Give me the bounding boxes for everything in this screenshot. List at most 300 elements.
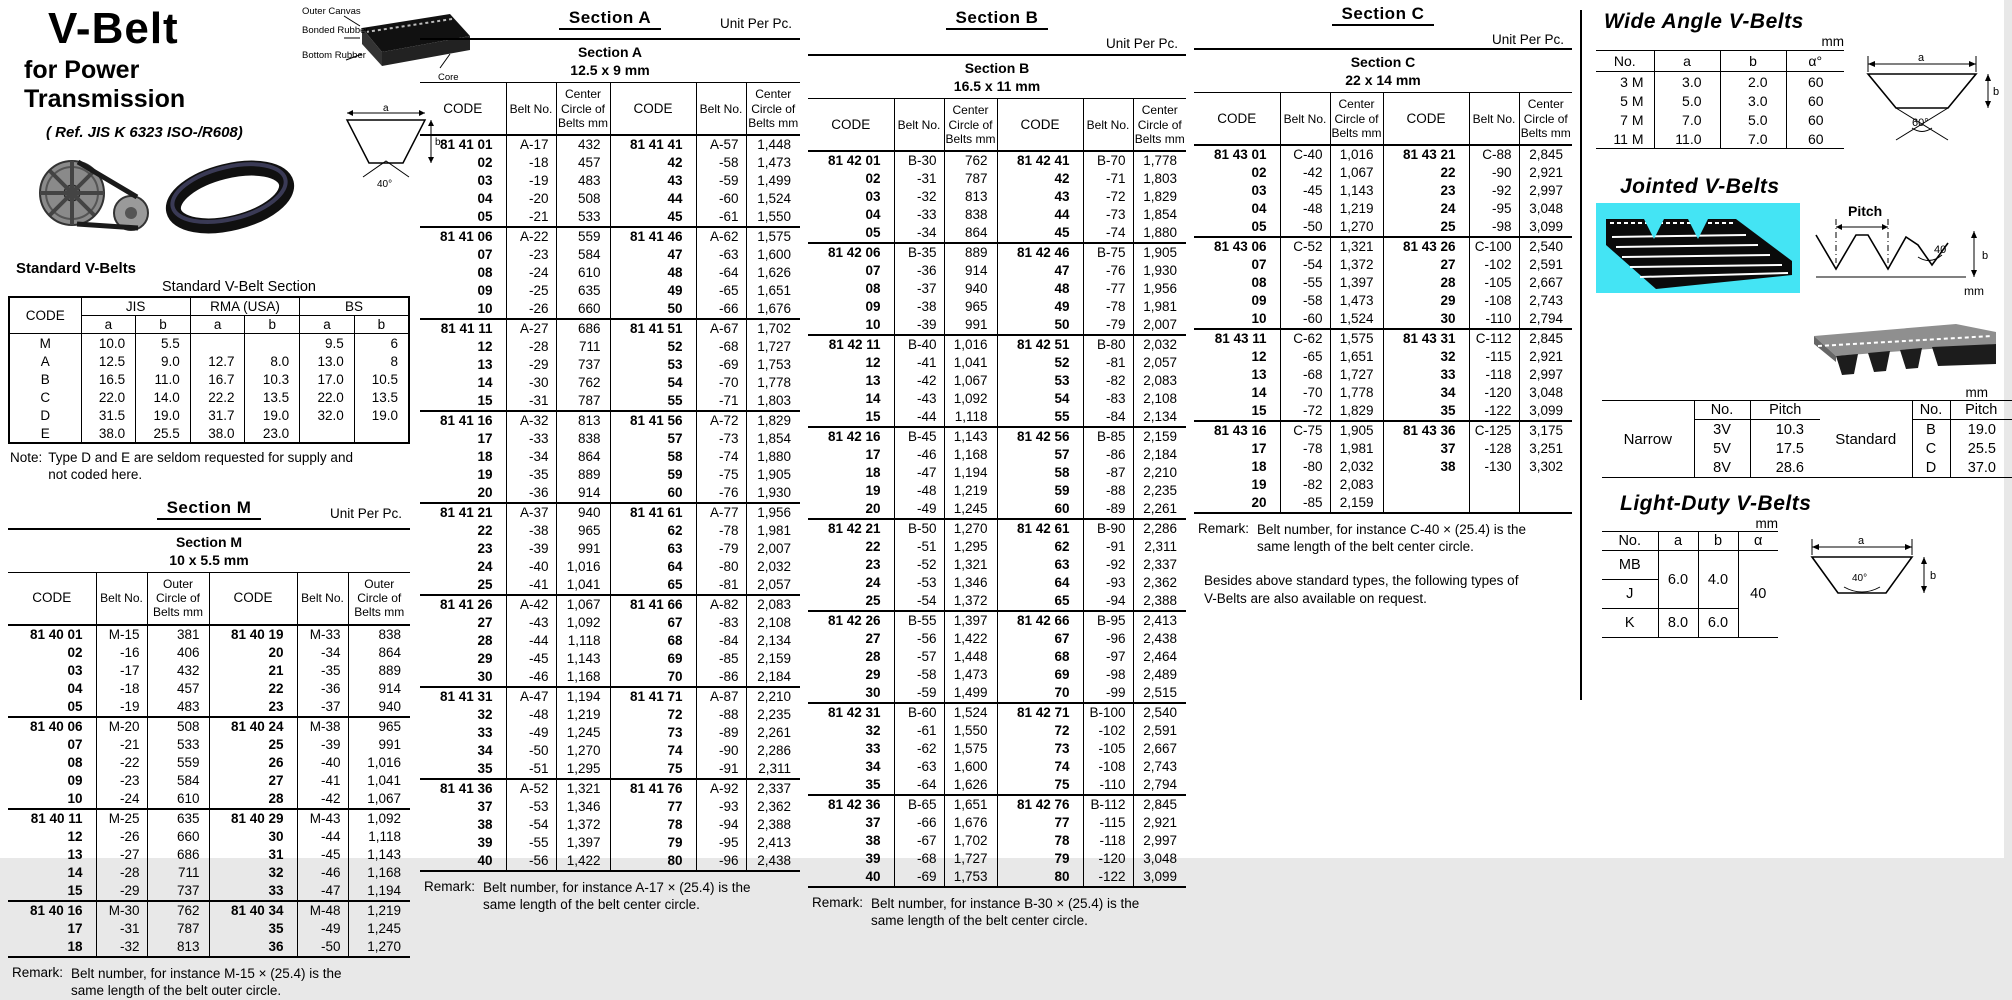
cell-code: 33 xyxy=(209,882,297,901)
cell-code: 63 xyxy=(997,556,1083,574)
cell-code: 02 xyxy=(420,154,506,172)
cell-belt-no: -86 xyxy=(696,668,746,687)
cell-circle: 2,210 xyxy=(757,688,791,704)
cell-code: C xyxy=(9,388,81,406)
cell-circle: 2,845 xyxy=(1143,796,1177,812)
cell-belt-no: A-37 xyxy=(506,503,556,522)
column-header: CODE xyxy=(610,83,696,134)
cell-value: 8.0 xyxy=(245,352,300,370)
cell-circle: 2,743 xyxy=(1529,292,1563,308)
cell-a: 5.0 xyxy=(1654,91,1720,110)
table-row xyxy=(1596,91,1844,110)
cell-belt-no: -68 xyxy=(894,850,944,868)
column-header: Belt No. xyxy=(297,573,348,624)
cell-belt-no: -59 xyxy=(894,684,944,703)
table-row xyxy=(420,338,800,356)
cell-circle: 1,067 xyxy=(944,372,997,390)
cell-circle: 711 xyxy=(556,338,610,356)
cell-circle: 1,219 xyxy=(556,706,610,724)
cell-code: 81 43 21 xyxy=(1383,145,1469,164)
cell-belt-no: -93 xyxy=(696,798,746,816)
cell-code: 34 xyxy=(1383,384,1469,402)
table-row xyxy=(420,392,800,411)
cell-circle: 2,032 xyxy=(1330,458,1383,476)
cell-circle: 1,397 xyxy=(1330,274,1383,292)
cell-code: 04 xyxy=(808,206,894,224)
table-row xyxy=(1194,348,1572,366)
cell-code: 37 xyxy=(808,814,894,832)
cell-code: 47 xyxy=(610,246,696,264)
cell-circle: 762 xyxy=(944,151,997,170)
cell-code: 30 xyxy=(209,828,297,846)
table-row xyxy=(8,846,410,864)
table-row xyxy=(8,882,410,901)
cell-code: E xyxy=(9,424,81,443)
cell-code: 17 xyxy=(8,920,96,938)
cell-belt-no: A-17 xyxy=(506,135,556,154)
cell-belt-no: -40 xyxy=(506,558,556,576)
cell-belt-no: -22 xyxy=(96,754,147,772)
table-row xyxy=(808,206,1186,224)
cell-code: 37 xyxy=(1383,440,1469,458)
cell-belt-no: B-45 xyxy=(894,427,944,446)
table-row xyxy=(8,920,410,938)
cell-belt-no: -17 xyxy=(96,662,147,680)
cell-value: 17.0 xyxy=(300,370,355,388)
cell-no: J xyxy=(1602,580,1658,609)
cell-circle: 711 xyxy=(147,864,209,882)
cell-code: 68 xyxy=(610,632,696,650)
cell-circle: 965 xyxy=(556,522,610,540)
cell-code: 81 41 26 xyxy=(420,595,506,614)
cell-circle: 1,194 xyxy=(367,882,401,898)
cell-belt-no: -28 xyxy=(96,864,147,882)
cell-belt-no: -54 xyxy=(506,816,556,834)
cell-code: 24 xyxy=(1383,200,1469,218)
cell-circle: 940 xyxy=(556,503,610,522)
cell-code: 62 xyxy=(997,538,1083,556)
cell-circle: 2,159 xyxy=(757,650,791,666)
table-row xyxy=(808,224,1186,243)
cell-belt-no: -44 xyxy=(894,408,944,427)
cell-belt-no: -58 xyxy=(696,154,746,172)
cell-circle: 686 xyxy=(556,319,610,338)
table-row xyxy=(808,722,1186,740)
cell-circle: 1,778 xyxy=(1330,384,1383,402)
column-header: Belt No. xyxy=(506,83,556,134)
cell-circle: 1,651 xyxy=(944,795,997,814)
cell-pitch: 28.6 xyxy=(1750,458,1820,478)
cell-circle: 2,286 xyxy=(757,742,791,758)
cell-code: 33 xyxy=(808,740,894,758)
cell-belt-no: -45 xyxy=(297,846,348,864)
cell-value: 9.5 xyxy=(300,334,355,353)
cell-circle: 2,083 xyxy=(1143,372,1177,388)
cell-circle: 2,438 xyxy=(1143,630,1177,646)
cell-circle: 940 xyxy=(378,698,401,714)
cell-code: 81 42 01 xyxy=(808,151,894,170)
cell-belt-no: -46 xyxy=(297,864,348,882)
cell-circle: 2,438 xyxy=(757,852,791,868)
cell-circle: 2,159 xyxy=(1330,494,1383,513)
cell-code: 08 xyxy=(8,754,96,772)
table-group xyxy=(420,411,800,503)
cell-belt-no: A-52 xyxy=(506,779,556,798)
cell-circle: 838 xyxy=(944,206,997,224)
cell-circle: 965 xyxy=(378,718,401,734)
cell-circle: 1,880 xyxy=(1143,224,1177,240)
cell-belt-no: B-40 xyxy=(894,335,944,354)
column-header: a xyxy=(1658,532,1698,551)
light-duty-diagram xyxy=(1800,531,1940,628)
cell-belt-no: -90 xyxy=(696,742,746,760)
cell-code: 15 xyxy=(808,408,894,427)
table-row xyxy=(808,814,1186,832)
cell-code: 70 xyxy=(997,684,1083,703)
cell-belt-no xyxy=(1469,494,1519,513)
table-row xyxy=(8,790,410,809)
cell-code: 81 42 76 xyxy=(997,795,1083,814)
cell-belt-no: -80 xyxy=(1280,458,1330,476)
table-row xyxy=(8,901,410,920)
cell-code: 75 xyxy=(997,776,1083,795)
table-row xyxy=(1596,129,1844,149)
cell-circle: 1,168 xyxy=(367,864,401,880)
cell-belt-no: -84 xyxy=(696,632,746,650)
cell-belt-no: -68 xyxy=(696,338,746,356)
cell-code: 02 xyxy=(808,170,894,188)
cell-circle: 457 xyxy=(147,680,209,698)
table-row xyxy=(420,706,800,724)
cell-belt-no: -115 xyxy=(1469,348,1519,366)
table-row xyxy=(808,850,1186,868)
table-row xyxy=(1194,366,1572,384)
cell-code: 03 xyxy=(808,188,894,206)
cell-belt-no: -82 xyxy=(1083,372,1133,390)
cell-belt-no: -108 xyxy=(1469,292,1519,310)
cell-code: 78 xyxy=(610,816,696,834)
table-row xyxy=(420,834,800,852)
cell-circle: 838 xyxy=(378,626,401,642)
cell-code: 81 43 06 xyxy=(1194,237,1280,256)
cell-code: 22 xyxy=(808,538,894,556)
cell-code: 05 xyxy=(8,698,96,717)
cell-belt-no: -74 xyxy=(1083,224,1133,243)
column-header: No. xyxy=(1596,51,1654,72)
cell-belt-no: -47 xyxy=(894,464,944,482)
cell-pitch: 25.5 xyxy=(1950,439,2012,458)
cell-code: 54 xyxy=(997,390,1083,408)
cell-belt-no: -58 xyxy=(894,666,944,684)
cell-belt-no: B-65 xyxy=(894,795,944,814)
table-row xyxy=(420,135,800,154)
cell-circle: 1,118 xyxy=(556,632,610,650)
table-row xyxy=(420,576,800,595)
table-group xyxy=(808,703,1186,795)
cell-belt-no: -77 xyxy=(1083,280,1133,298)
cell-circle: 1,626 xyxy=(757,264,791,280)
cell-code: 26 xyxy=(209,754,297,772)
cell-belt-no: B-30 xyxy=(894,151,944,170)
cell-belt-no: -61 xyxy=(894,722,944,740)
cell-code: 32 xyxy=(420,706,506,724)
cell-code: 77 xyxy=(610,798,696,816)
cell-code: 02 xyxy=(1194,164,1280,182)
cell-no: B xyxy=(1912,420,1950,440)
cell-code: 42 xyxy=(997,170,1083,188)
cell-circle: 1,295 xyxy=(944,538,997,556)
cell-belt-no: -105 xyxy=(1469,274,1519,292)
cell-circle: 1,321 xyxy=(1330,237,1383,256)
table-row xyxy=(420,246,800,264)
cell-code: 81 41 41 xyxy=(610,135,696,154)
cell-code: 28 xyxy=(808,648,894,666)
jointed-heading: Jointed V-Belts xyxy=(1620,175,1780,198)
cell-circle: 2,743 xyxy=(1143,758,1177,774)
table-row xyxy=(808,427,1186,446)
table-row xyxy=(420,466,800,484)
cell-circle: 1,168 xyxy=(556,668,610,687)
cell-circle: 2,032 xyxy=(757,558,791,574)
cell-belt-no: -73 xyxy=(696,430,746,448)
table-row xyxy=(420,448,800,466)
cell-code: 72 xyxy=(997,722,1083,740)
cell-circle: 3,175 xyxy=(1529,422,1563,438)
cell-circle: 1,143 xyxy=(367,846,401,862)
column-header: RMA (USA) xyxy=(190,297,299,316)
cell-code: 81 41 71 xyxy=(610,687,696,706)
cell-no: 8V xyxy=(1694,458,1750,478)
table-row xyxy=(808,795,1186,814)
table-row xyxy=(8,680,410,698)
table-row xyxy=(9,424,409,443)
cell-circle: 1,702 xyxy=(944,832,997,850)
cell-code: 81 42 56 xyxy=(997,427,1083,446)
cell-belt-no: -70 xyxy=(696,374,746,392)
cell-circle: 1,270 xyxy=(367,938,401,954)
table-row xyxy=(8,809,410,828)
cell-belt-no: -85 xyxy=(696,650,746,668)
cell-code: 03 xyxy=(1194,182,1280,200)
cell-code: 25 xyxy=(420,576,506,595)
cell-belt-no: -54 xyxy=(894,592,944,611)
table-row xyxy=(808,298,1186,316)
cell-circle: 432 xyxy=(556,135,610,154)
table-row xyxy=(420,852,800,871)
cell-code: 07 xyxy=(8,736,96,754)
cell-code: 33 xyxy=(420,724,506,742)
cell-circle: 2,362 xyxy=(757,798,791,814)
cell-circle: 1,905 xyxy=(1143,244,1177,260)
cell-circle: 533 xyxy=(147,736,209,754)
cell-circle: 1,676 xyxy=(944,814,997,832)
table-row xyxy=(808,500,1186,519)
table-row xyxy=(808,243,1186,262)
cell-code: 58 xyxy=(610,448,696,466)
cell-belt-no: -38 xyxy=(894,298,944,316)
page-subtitle: for Power Transmission xyxy=(24,56,186,113)
availability-note: Besides above standard types, the following types of V-Belts are also available on request. xyxy=(1204,572,1519,607)
cell-circle: 3,099 xyxy=(1529,218,1563,234)
cell-code: 55 xyxy=(997,408,1083,427)
table-row xyxy=(8,625,410,644)
cell-value: 31.7 xyxy=(190,406,245,424)
cell-value: 6 xyxy=(354,334,409,353)
cell-code: 53 xyxy=(997,372,1083,390)
cell-code: 39 xyxy=(420,834,506,852)
svg-text:Bonded Rubber: Bonded Rubber xyxy=(302,25,369,36)
cell-belt-no: C-40 xyxy=(1280,145,1330,164)
cell-belt-no: -66 xyxy=(696,300,746,319)
cell-code: 43 xyxy=(610,172,696,190)
cell-circle: 2,845 xyxy=(1529,146,1563,162)
table-row xyxy=(420,779,800,798)
cell-circle: 2,159 xyxy=(1143,428,1177,444)
cell-belt-no: -91 xyxy=(696,760,746,779)
cell-belt-no: -50 xyxy=(297,938,348,957)
cell-code: 19 xyxy=(420,466,506,484)
cell-circle: 584 xyxy=(556,246,610,264)
cell-circle: 1,676 xyxy=(757,300,791,316)
cell-circle: 584 xyxy=(147,772,209,790)
table-row xyxy=(1194,200,1572,218)
cell-code: 27 xyxy=(1383,256,1469,274)
cell-belt-no: -72 xyxy=(1280,402,1330,421)
cell-belt-no: -94 xyxy=(696,816,746,834)
table-group xyxy=(420,595,800,687)
cell-belt-no: -118 xyxy=(1469,366,1519,384)
cell-belt-no: -36 xyxy=(506,484,556,503)
cell-circle: 940 xyxy=(944,280,997,298)
cell-belt-no: -36 xyxy=(894,262,944,280)
section-b-remark: Remark: Belt number, for instance B-30 × (25.4) is the same length of the belt center circle. xyxy=(812,894,1140,929)
cell-code: 35 xyxy=(808,776,894,795)
svg-text:40: 40 xyxy=(1934,244,1947,256)
standard-vbelts-label: Standard V-Belts xyxy=(16,260,137,277)
cell-alpha: 60 xyxy=(1807,92,1824,109)
cell-belt-no: -97 xyxy=(1083,648,1133,666)
cell-belt-no: -84 xyxy=(1083,408,1133,427)
table-group xyxy=(420,779,800,871)
cell-value: 22.0 xyxy=(300,388,355,406)
cell-circle: 2,667 xyxy=(1529,274,1563,290)
cell-circle: 559 xyxy=(147,754,209,772)
cell-belt-no: -26 xyxy=(506,300,556,319)
cell-belt-no: -99 xyxy=(1083,684,1133,703)
cell-code: 67 xyxy=(610,614,696,632)
vertical-divider xyxy=(1580,10,1582,700)
cell-belt-no: -32 xyxy=(96,938,147,957)
cell-belt-no: -95 xyxy=(696,834,746,852)
cell-belt-no: A-27 xyxy=(506,319,556,338)
cell-code: 12 xyxy=(808,354,894,372)
cell-code: 23 xyxy=(1383,182,1469,200)
column-header: b xyxy=(245,316,300,334)
table-group xyxy=(420,135,800,227)
table-group xyxy=(1194,237,1572,329)
cell-belt-no: -23 xyxy=(96,772,147,790)
cell-code: 25 xyxy=(1383,218,1469,237)
cell-belt-no: M-48 xyxy=(297,901,348,920)
cell-code: 12 xyxy=(1194,348,1280,366)
cell-circle: 1,041 xyxy=(944,354,997,372)
column-header: No. xyxy=(1912,401,1950,420)
column-header: No. xyxy=(1602,532,1658,551)
cell-code: 81 40 01 xyxy=(8,625,96,644)
cell-code: 28 xyxy=(1383,274,1469,292)
cell-circle: 1,041 xyxy=(556,576,610,595)
cell-circle: 1,067 xyxy=(367,790,401,806)
cell-a: 8.0 xyxy=(1658,609,1698,638)
cell-code: 64 xyxy=(610,558,696,576)
table-group xyxy=(1194,145,1572,237)
table-row xyxy=(808,611,1186,630)
cell-code: 10 xyxy=(8,790,96,809)
cell-circle: 2,921 xyxy=(1529,164,1563,180)
cell-belt-no: A-77 xyxy=(696,503,746,522)
reference-note: ( Ref. JIS K 6323 ISO-/R608) xyxy=(46,124,243,141)
cell-value: 19.0 xyxy=(354,406,409,424)
cell-circle: 1,092 xyxy=(367,810,401,826)
cell-no: K xyxy=(1602,609,1658,638)
column-header: Center Circle of Belts mm xyxy=(944,99,997,150)
cell-belt-no: -54 xyxy=(1280,256,1330,274)
cell-belt-no: -48 xyxy=(894,482,944,500)
column-header: Center Circle of Belts mm xyxy=(1520,97,1571,140)
cell-belt-no: A-32 xyxy=(506,411,556,430)
cell-code: 53 xyxy=(610,356,696,374)
cell-circle: 1,829 xyxy=(757,412,791,428)
cell-circle: 2,184 xyxy=(1143,446,1177,462)
cell-circle: 2,413 xyxy=(757,834,791,850)
cell-belt-no: M-33 xyxy=(297,625,348,644)
cell-circle: 3,048 xyxy=(1143,850,1177,866)
cell-code: 81 43 11 xyxy=(1194,329,1280,348)
table-row xyxy=(420,632,800,650)
cell-code: B xyxy=(9,370,81,388)
cell-value: 8 xyxy=(354,352,409,370)
cell-alpha: 60 xyxy=(1807,130,1824,147)
cell-code: 55 xyxy=(610,392,696,411)
cell-circle: 508 xyxy=(147,717,209,736)
cell-circle: 1,143 xyxy=(556,650,610,668)
cell-belt-no: -67 xyxy=(894,832,944,850)
cell-circle: 2,057 xyxy=(757,576,791,592)
cell-circle: 1,092 xyxy=(556,614,610,632)
cell-code: 14 xyxy=(420,374,506,392)
cell-circle: 2,184 xyxy=(757,668,791,684)
table-group xyxy=(1194,329,1572,421)
cell-pitch: 10.3 xyxy=(1750,420,1820,440)
table-row xyxy=(420,668,800,687)
cell-code: 14 xyxy=(1194,384,1280,402)
cell-circle: 2,134 xyxy=(757,632,791,648)
table-row xyxy=(420,282,800,300)
cell-code: 18 xyxy=(1194,458,1280,476)
cell-circle: 2,388 xyxy=(757,816,791,832)
table-row xyxy=(1194,218,1572,237)
cell-alpha: 60 xyxy=(1807,73,1824,90)
section-c-size: Section C 22 x 14 mm xyxy=(1194,48,1572,93)
cell-belt-no: -34 xyxy=(297,644,348,662)
cell-code: 47 xyxy=(997,262,1083,280)
cell-circle: 686 xyxy=(147,846,209,864)
cell-code: 81 40 11 xyxy=(8,809,96,828)
cell-belt-no: -21 xyxy=(506,208,556,227)
cell-code: 65 xyxy=(997,592,1083,611)
cell-value: 9.0 xyxy=(136,352,191,370)
standard-label: Standard xyxy=(1835,430,1897,448)
